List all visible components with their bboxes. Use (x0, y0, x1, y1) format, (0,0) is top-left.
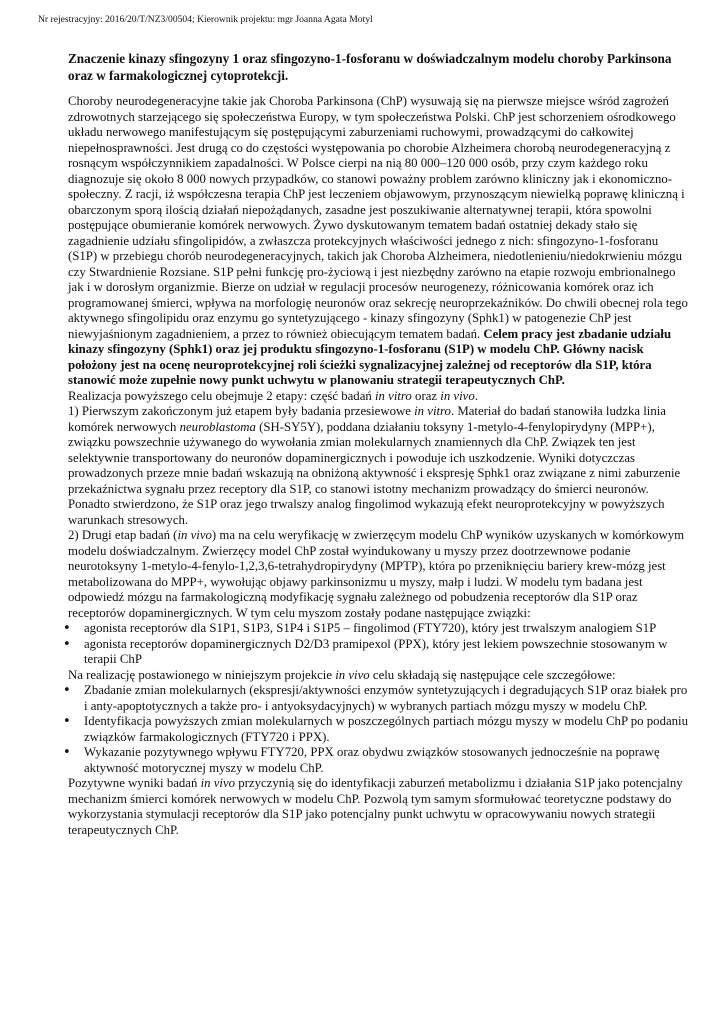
stage2-italic: in vivo (177, 528, 212, 542)
stage2-text-b: ) ma na celu weryfikację w zwierzęcym modelu ChP wyników uzyskanych w komórkowym modelu doświadczalnym. Zwierzęcy model ChP został wyindukowany u myszy przez dootrzewnowe podanie neurotoksyny 1-metylo-4-fenylo-1,2,3,6-tetrahydropirydyny (MPTP), która po przeniknięciu bariery krew-mózg jest metabolizowana do MPP+, wywołując objawy parkinsonizmu u myszy, małp i ludzi. W modelu tym badana jest odpowiedź mózgu na farmakologiczną modyfikację sygnału zależnego od pobudzenia receptorów dla S1P oraz receptorów dopaminergicznych. W tym celu myszom zostały podane następujące związki: (68, 528, 685, 620)
stage2-paragraph (68, 528, 690, 621)
list-item: • agonista receptorów dopaminergicznych D2/D3 pramipexol (PPX), który jest lekiem powszechnie stosowanym w terapii ChP (68, 637, 690, 668)
registration-header: Nr rejestracyjny: 2016/20/T/NZ3/00504; Kierownik projektu: mgr Joanna Agata Motyl (38, 14, 373, 25)
stage1-paragraph (68, 404, 690, 528)
list-item: • Wykazanie pozytywnego wpływu FTY720, PPX oraz obydwu związków stosowanych jednocześnie na poprawę aktywność motorycznej myszy w modelu ChP. (68, 745, 690, 776)
stage2-text-a: 2) Drugi etap badań ( (68, 528, 178, 542)
stage1-text-a: 1) Pierwszym zakończonym już etapem były badania przesiewowe (68, 404, 415, 418)
conclusion-italic: in vivo (200, 776, 236, 790)
realization-text-mid: oraz (411, 388, 441, 403)
conclusion-paragraph (68, 776, 690, 838)
realization-italic-1: in vitro (374, 388, 412, 403)
realization-paragraph (68, 389, 690, 405)
document-body (68, 94, 690, 838)
conclusion-text-b: przyczynią się do identyfikacji zaburzeń metabolizmu i działania S1P jako potencjalny mechanizm śmierci komórek nerwowych w modelu ChP. Pozwolą tym samym sformułować teoretyczne podstawy do wykorzystania stymulacji receptorów dla S1P jako potencjalny punkt uchwytu w opracowywaniu nowych strategii terapeutycznych ChP. (68, 776, 683, 837)
stage1-italic-2: neuroblastoma (179, 419, 256, 434)
conclusion-text-a: Pozytywne wyniki badań (68, 776, 201, 790)
intro-text: Choroby neurodegeneracyjne takie jak Choroba Parkinsona (ChP) wysuwają się na pierwsze miejsce wśród zagrożeń zdrowotnych starzejącego się społeczeństwa Europy, w tym społeczeństwa Polski. ChP jest schorzeniem ośrodkowego układu nerwowego manifestującym się postępującymi zaburzeniami ruchowymi, prowadzącymi do całkowitej niepełnosprawności. Jest drugą co do częstości występowania po chorobie Alzheimera chorobą neurodegeneracyjną z rosnącym współczynnikiem zapadalności. W Polsce cierpi na nią 80 000–120 000 osób, przy czym każdego roku diagnozuje się około 8 000 nowych przypadków, co stanowi poważny problem zarówno kliniczny jak i ekonomiczno- społeczny. Z racji, iż współczesna terapia ChP jest leczeniem objawowym, przynoszącym niewielką poprawę kliniczną i obarczonym sporą ilością działań niepożądanych, zasadne jest poszukiwanie alternatywnej terapii, która spowolni postępujące obumieranie komórek nerwowych. Żywo dyskutowanym tematem badań ostatniej dekady stało się zagadnienie udziału sfingolipidów, a zwłaszcza protekcyjnych właściwości jednego z nich: sfingozyno-1-fosforanu (S1P) w przebiegu chorób neurodegeneracyjnych, takich jak Choroba Alzheimera, niedotlenieniu/niedokrwieniu mózgu czy Stwardnienie Rozsiane. S1P pełni funkcję pro-życiową i jest niezbędny zarówno na etapie rozwoju embrionalnego jak i w dorosłym organizmie. Bierze on udział w regulacji procesów neurogenezy, różnicowania komórek oraz ich programowanej śmierci, wpływa na morfologię neuronów oraz sekrecję neuroprzekaźników. Do chwili obecnej rola tego aktywnego sfingolipidu oraz enzymu go syntetyzującego - kinazy sfingozyny (Sphk1) w patogenezie ChP jest niewyjaśnionym zagadnieniem, a przez to również obiecującym tematem badań. (68, 94, 688, 341)
list-item: • Identyfikacja powyższych zmian molekularnych w poszczególnych partiach mózgu myszy w modelu ChP po podaniu związków farmakologicznych (FTY720 i PPX). (68, 714, 690, 745)
compounds-list (68, 621, 690, 668)
goals-intro-text-a: Na realizację postawionego w niniejszym projekcie (68, 667, 336, 682)
intro-paragraph (68, 94, 690, 389)
goals-intro-paragraph (68, 668, 690, 684)
goals-intro-text-b: celu składają się następujące cele szczegółowe: (369, 667, 616, 682)
stage1-italic-1: in vitro (414, 404, 451, 418)
goals-list (68, 683, 690, 776)
realization-italic-2: in vivo (440, 388, 475, 403)
research-goal-bold: Celem pracy jest zbadanie udziału kinazy sfingozyny (Sphk1) oraz jej produktu sfingozyno-1-fosforanu (S1P) w modelu ChP. Główny nacisk położony jest na ocenę neuroprotekcyjnej roli ścieżki sygnalizacyjnej zależnej od receptorów dla S1P, która stanowić może zupełnie nowy punkt uchwytu w planowaniu strategii terapeutycznych ChP. (68, 326, 672, 387)
goals-intro-italic: in vivo (335, 667, 370, 682)
document-title: Znaczenie kinazy sfingozyny 1 oraz sfingozyno-1-fosforanu w doświadczalnym modelu choroby Parkinsona oraz w farmakologicznej cytoprotekcji. (68, 51, 672, 83)
stage1-text-b: . Materiał do badań stanowiła ludzka linia komórek nerwowych (68, 404, 666, 434)
realization-text-end: . (474, 388, 478, 403)
list-item: • agonista receptorów dla S1P1, S1P3, S1P4 i S1P5 – fingolimod (FTY720), który jest trwalszym analogiem S1P (68, 621, 690, 637)
stage1-text-c: (SH-SY5Y), poddana działaniu toksyny 1-metylo-4-fenylopirydyny (MPP+), związku powszechnie używanego do wywołania zmian molekularnych znamiennych dla ChP. Związek ten jest selektywnie transportowany do neuronów dopaminergicznych i powoduje ich uszkodzenie. Wyniki dotyczczas prowadzonych przeze mnie badań wskazują na obniżoną aktywność i ekspresję Sphk1 oraz związane z nimi zaburzenie przekaźnictwa sygnału przez receptory dla S1P, co stanowi istotny mechanizm prowadzący do śmierci neuronów. Ponadto stwierdzono, że S1P oraz jego trwalszy analog fingolimod wykazują efekt neuroprotekcyjny w powyższych warunkach stresowych. (68, 419, 681, 527)
realization-text: Realizacja powyższego celu obejmuje 2 etapy: część badań (68, 388, 375, 403)
list-item: • Zbadanie zmian molekularnych (ekspresji/aktywności enzymów syntetyzujących i degradujących S1P oraz białek pro i anty-apoptotycznych a także pro- i antyoksydacyjnych) w wybranych partiach mózgu myszy w modelu ChP. (68, 683, 690, 714)
